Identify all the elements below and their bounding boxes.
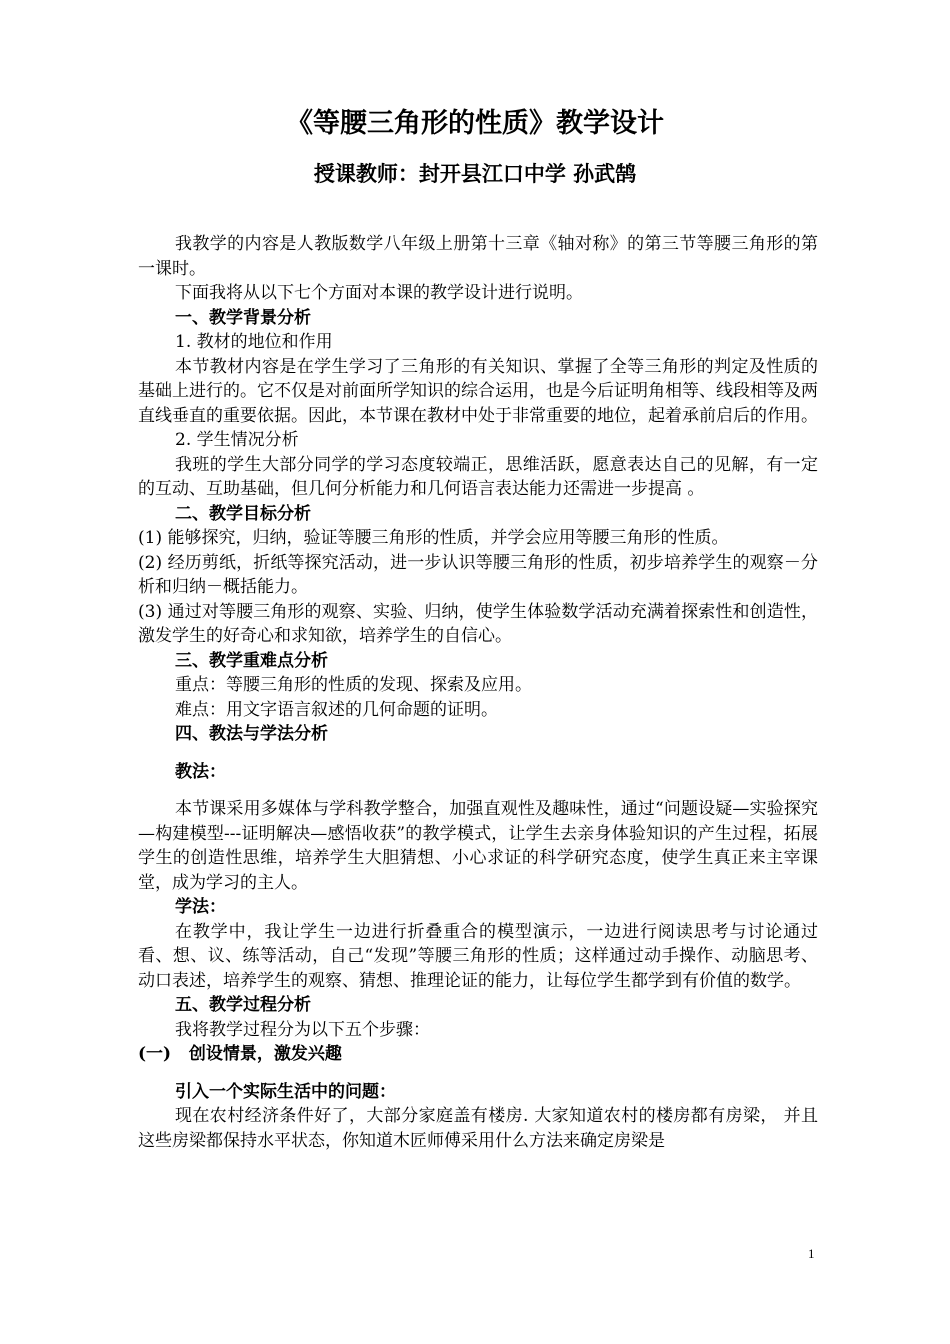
subsection-heading: 2. 学生情况分析 [175, 430, 299, 450]
document-title: 《等腰三角形的性质》教学设计 [286, 108, 664, 139]
subsection-heading: 1. 教材的地位和作用 [175, 332, 333, 352]
learning-method-heading: 学法： [175, 897, 226, 917]
teaching-method-heading: 教法： [175, 761, 226, 782]
paragraph: 现在农村经济条件好了，大部分家庭盖有楼房. 大家知道农村的楼房都有房梁， 并且这些房梁都保持水平状态，你知道木匠师傅采用什么方法来确定房梁是 [138, 1106, 818, 1151]
section-heading-5: 五、教学过程分析 [175, 995, 311, 1015]
key-point: 重点：等腰三角形的性质的发现、探索及应用。 [175, 675, 532, 695]
paragraph: 我班的学生大部分同学的学习态度较端正，思维活跃，愿意表达自己的见解，有一定的互动、互助基础，但几何分析能力和几何语言表达能力还需进一步提高 。 [138, 454, 818, 499]
paragraph: 本节教材内容是在学生学习了三角形的有关知识、掌握了全等三角形的判定及性质的基础上进行的。它不仅是对前面所学知识的综合运用，也是今后证明角相等、线段相等及两直线垂直的重要依据。因此，本节课在教材中处于非常重要的地位，起着承前启后的作用。 [138, 356, 818, 426]
document-body [138, 232, 818, 1153]
step-heading-1: (一) 创设情景，激发兴趣 [138, 1044, 342, 1064]
objective-item-3: (3) 通过对等腰三角形的观察、实验、归纳，使学生体验数学活动充满着探索性和创造性，激发学生的好奇心和求知欲，培养学生的自信心。 [138, 601, 818, 646]
paragraph: 在教学中，我让学生一边进行折叠重合的模型演示，一边进行阅读思考与讨论通过看、想、议、练等活动，自己“发现”等腰三角形的性质；这样通过动手操作、动脑思考、动口表述，培养学生的观察、猜想、推理论证的能力，让每位学生都学到有价值的数学。 [138, 921, 818, 991]
objective-item-1: (1) 能够探究，归纳，验证等腰三角形的性质，并学会应用等腰三角形的性质。 [138, 528, 729, 548]
objective-item-2: (2) 经历剪纸，折纸等探究活动，进一步认识等腰三角形的性质，初步培养学生的观察－分析和归纳－概括能力。 [138, 552, 818, 597]
section-heading-1: 一、教学背景分析 [175, 307, 311, 328]
paragraph: 本节课采用多媒体与学科教学整合，加强直观性及趣味性，通过“问题设疑—实验探究—构建模型---证明解决—感悟收获”的教学模式，让学生去亲身体验知识的产生过程，拓展学生的创造性思维，培养学生大胆猜想、小心求证的科学研究态度，使学生真正来主宰课堂，成为学习的主人。 [138, 799, 818, 893]
section-heading-3: 三、教学重难点分析 [175, 650, 328, 671]
section-heading-2: 二、教学目标分析 [175, 503, 311, 524]
paragraph-intro: 我教学的内容是人教版数学八年级上册第十三章《轴对称》的第三节等腰三角形的第一课时。 [138, 234, 818, 279]
section-heading-4: 四、教法与学法分析 [175, 724, 328, 744]
page-number: 1 [808, 1246, 815, 1261]
paragraph: 我将教学过程分为以下五个步骤： [175, 1019, 430, 1040]
paragraph-overview: 下面我将从以下七个方面对本课的教学设计进行说明。 [175, 283, 583, 303]
step-subheading: 引入一个实际生活中的问题： [175, 1081, 396, 1102]
document-subtitle: 授课教师：封开县江口中学 孙武鹄 [313, 161, 637, 186]
difficult-point: 难点：用文字语言叙述的几何命题的证明。 [175, 699, 498, 720]
